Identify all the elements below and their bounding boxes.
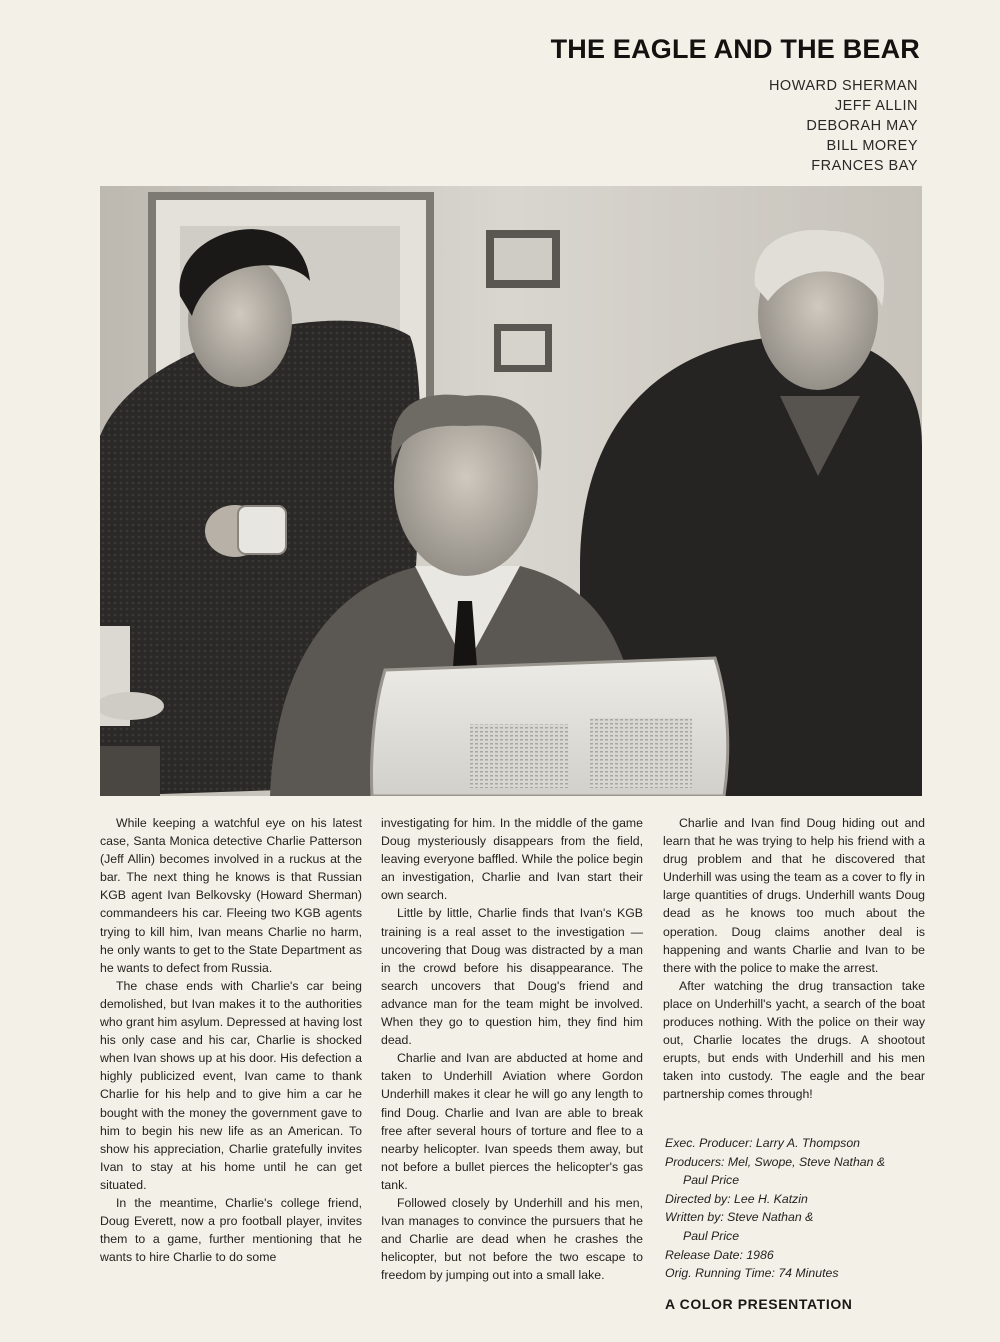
cast-name: JEFF ALLIN: [834, 98, 918, 114]
cast-name: HOWARD SHERMAN: [768, 78, 918, 94]
production-still-photo: [100, 186, 922, 796]
paragraph: investigating for him. In the middle of the game Doug mysteriously disappears from the field, leaving everyone baffled. While the police begin an investigation, Charlie and Ivan start their own search.: [381, 816, 643, 903]
cast-list: [769, 76, 918, 176]
credit-writers: Written by: Steve Nathan &: [665, 1210, 814, 1225]
paragraph: The chase ends with Charlie's car being demolished, but Ivan makes it to the authorities who grant him asylum. Depressed at having lost his only case and his car, Charlie is shocked when Ivan shows up at his door. His defection a highly publicized event, Ivan came to thank Charlie for his help and to give him a car he bought with the money the government gave to him to begin his new life as an American. To show his appreciation, Charlie gratefully invites Ivan to stay at his home until he can get situated.: [100, 978, 362, 1192]
cast-name: BILL MOREY: [826, 138, 918, 154]
story-column-1: [100, 814, 362, 1266]
page-title: THE EAGLE AND THE BEAR: [550, 34, 920, 64]
story-column-2: [381, 814, 643, 1284]
credit-director: Directed by: Lee H. Katzin: [665, 1191, 808, 1206]
credit-release-date: Release Date: 1986: [665, 1247, 774, 1262]
paragraph: Charlie and Ivan find Doug hiding out and learn that he was trying to help his friend with a drug problem and that he discovered that Underhill was using the team as a cover to fly in large quantities of drugs. Underhill wants Doug dead as he knows too much about the operation. Doug claims another deal is happening and wants Charlie and Ivan to be there with the police to make the arrest.: [663, 816, 925, 975]
paragraph: In the meantime, Charlie's college friend, Doug Everett, now a pro football player, invites them to a game, further mentioning that he wants to hire Charlie to do some: [100, 1195, 362, 1265]
paragraph: While keeping a watchful eye on his latest case, Santa Monica detective Charlie Patterson (Jeff Allin) becomes involved in a ruckus at the bar. The next thing he knows is that Russian KGB agent Ivan Belkovsky (Howard Sherman) commandeers his car. Fleeing two KGB agents trying to kill him, Ivan means Charlie no harm, he only wants to get to the State Department as he wants to defect from Russia.: [100, 816, 362, 975]
credit-writers-cont: Paul Price: [683, 1228, 740, 1243]
story-column-3: [663, 814, 925, 1104]
cast-name: DEBORAH MAY: [806, 118, 918, 134]
credits-block: [665, 1134, 935, 1283]
credit-producers-cont: Paul Price: [683, 1173, 740, 1188]
paragraph: After watching the drug transaction take place on Underhill's yacht, a search of the boat produces nothing. With the police on their way out, Charlie locates the drugs. A shootout erupts, but ends with Underhill and his men taken into custody. The eagle and the bear partnership comes through!: [663, 978, 925, 1102]
color-presentation-label: A COLOR PRESENTATION: [665, 1296, 853, 1312]
credit-exec-producer: Exec. Producer: Larry A. Thompson: [665, 1136, 861, 1150]
credit-producers: Producers: Mel, Swope, Steve Nathan &: [665, 1154, 886, 1169]
paragraph: Little by little, Charlie finds that Ivan's KGB training is a real asset to the investigation — uncovering that Doug was distracted by a man in the crowd before his disappearance. The search uncovers that Doug's friend and advance man for the team might be involved. When they go to question him, they find him dead.: [381, 906, 643, 1048]
paragraph: Followed closely by Underhill and his men, Ivan manages to convince the pursuers that he and Charlie are dead when he crashes the helicopter, but not before the two escape to freedom by jumping out into a small lake.: [381, 1195, 643, 1283]
credit-running-time: Orig. Running Time: 74 Minutes: [665, 1266, 839, 1281]
paragraph: Charlie and Ivan are abducted at home and taken to Underhill Aviation where Gordon Underhill makes it clear he will go any length to find Doug. Charlie and Ivan are able to break free after several hours of torture and flee to a nearby helicopter. Ivan speeds them away, but not before a bullet pierces the helicopter's gas tank.: [381, 1051, 643, 1192]
cast-name: FRANCES BAY: [811, 158, 918, 174]
